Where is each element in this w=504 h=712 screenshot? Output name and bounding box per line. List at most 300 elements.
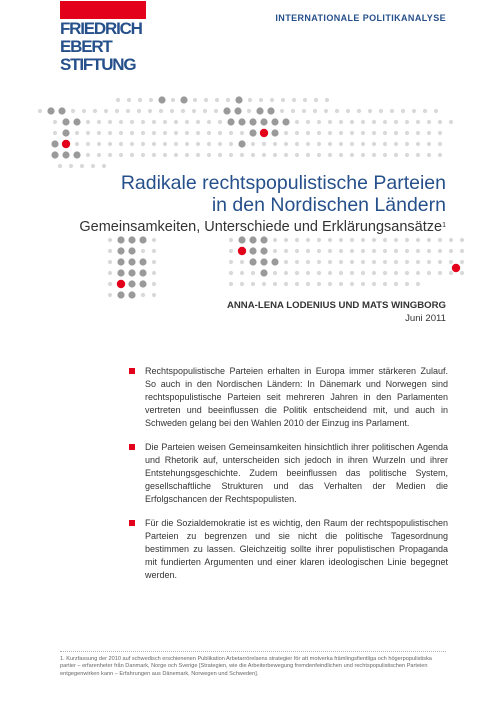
map-dot	[427, 249, 431, 253]
map-dot	[361, 249, 365, 253]
map-dot	[152, 153, 156, 157]
map-dot	[416, 238, 420, 242]
map-dot	[229, 153, 233, 157]
map-dot	[141, 142, 145, 146]
map-dot	[108, 293, 112, 297]
map-dot	[152, 260, 156, 264]
map-dot	[317, 238, 321, 242]
map-dot	[139, 280, 146, 287]
map-dot	[306, 142, 310, 146]
map-dot	[240, 131, 244, 135]
document-subtitle	[0, 218, 446, 236]
map-dot	[180, 96, 187, 103]
map-dot	[108, 271, 112, 275]
map-dot	[328, 260, 332, 264]
map-dot	[306, 271, 310, 275]
map-dot	[383, 142, 387, 146]
map-dot	[152, 131, 156, 135]
map-dot	[170, 109, 174, 113]
map-dot	[284, 271, 288, 275]
map-dot	[339, 282, 343, 286]
map-dot	[119, 131, 123, 135]
map-dot	[163, 153, 167, 157]
map-dot	[229, 131, 233, 135]
map-dot	[240, 260, 244, 264]
map-dot	[303, 98, 307, 102]
map-dot	[141, 120, 145, 124]
map-dot	[218, 120, 222, 124]
map-dot	[460, 238, 464, 242]
map-dot	[251, 142, 255, 146]
map-dot	[229, 271, 233, 275]
map-dot	[368, 109, 372, 113]
map-dot	[128, 258, 135, 265]
map-dot	[339, 238, 343, 242]
map-dot	[339, 260, 343, 264]
map-dot	[119, 153, 123, 157]
map-dot	[75, 142, 79, 146]
map-dot	[62, 140, 70, 148]
map-dot	[196, 142, 200, 146]
map-dot	[185, 142, 189, 146]
map-dot	[273, 271, 277, 275]
map-dot	[314, 98, 318, 102]
map-dot	[204, 98, 208, 102]
map-dot	[372, 131, 376, 135]
map-dot	[223, 107, 230, 114]
map-dot	[350, 249, 354, 253]
map-dot	[130, 131, 134, 135]
map-dot	[416, 249, 420, 253]
map-dot	[405, 238, 409, 242]
map-dot	[438, 260, 442, 264]
map-dot	[335, 109, 339, 113]
map-dot	[97, 120, 101, 124]
map-dot	[139, 269, 146, 276]
map-dot	[108, 238, 112, 242]
map-dot	[361, 271, 365, 275]
summary-bullet	[128, 365, 448, 430]
bullet-text: Für die Sozialdemokratie ist es wichtig, den Raum der rechtspopulistischen Parteien zu begrenzen und sie nicht die politische Tagesordnung bestimmen zu lassen. Gleichzeitig sollte ihrer populistischen Propaganda mit fundierten Argumenten und einer klaren ideologischen Linie begegnet werden.	[145, 518, 448, 580]
map-dot	[185, 153, 189, 157]
map-dot	[449, 271, 453, 275]
map-dot	[383, 271, 387, 275]
map-dot	[141, 131, 145, 135]
subtitle-footnote-mark: 1	[442, 222, 446, 229]
map-dot	[361, 131, 365, 135]
map-dot	[93, 109, 97, 113]
map-dot	[115, 109, 119, 113]
map-dot	[247, 109, 251, 113]
map-dot	[249, 236, 256, 243]
map-dot	[317, 249, 321, 253]
bullet-square-icon	[129, 368, 135, 374]
map-dot	[218, 131, 222, 135]
map-dot	[260, 269, 267, 276]
map-dot	[51, 151, 58, 158]
map-dot	[438, 238, 442, 242]
map-dot	[130, 142, 134, 146]
map-dot	[174, 153, 178, 157]
map-dot	[306, 131, 310, 135]
map-dot	[427, 260, 431, 264]
map-dot	[152, 238, 156, 242]
map-dot	[91, 164, 95, 168]
map-dot	[203, 109, 207, 113]
map-dot	[73, 151, 80, 158]
map-dot	[97, 131, 101, 135]
map-dot	[251, 271, 255, 275]
map-dot	[306, 238, 310, 242]
map-dot	[361, 238, 365, 242]
map-dot	[58, 107, 65, 114]
map-dot	[152, 293, 156, 297]
map-dot	[405, 142, 409, 146]
map-dot	[328, 131, 332, 135]
map-dot	[339, 131, 343, 135]
map-dot	[339, 271, 343, 275]
map-dot	[108, 260, 112, 264]
map-dot	[273, 238, 277, 242]
map-dot	[229, 282, 233, 286]
document-title	[0, 172, 446, 216]
map-dot	[383, 282, 387, 286]
map-dot	[259, 98, 263, 102]
title-line-2: in den Nordischen Ländern	[211, 194, 446, 216]
map-dot	[193, 98, 197, 102]
map-dot	[350, 142, 354, 146]
map-dot	[137, 109, 141, 113]
map-dot	[295, 260, 299, 264]
map-dot	[227, 118, 234, 125]
map-dot	[394, 120, 398, 124]
map-dot	[372, 260, 376, 264]
map-dot	[73, 118, 80, 125]
map-dot	[262, 142, 266, 146]
map-dot	[372, 249, 376, 253]
map-dot	[423, 109, 427, 113]
map-dot	[80, 164, 84, 168]
map-dot	[47, 107, 54, 114]
map-dot	[139, 258, 146, 265]
map-dot	[372, 142, 376, 146]
map-dot	[86, 120, 90, 124]
map-dot	[361, 142, 365, 146]
map-dot	[267, 107, 274, 114]
map-dot	[416, 120, 420, 124]
map-dot	[126, 109, 130, 113]
map-dot	[163, 142, 167, 146]
map-dot	[295, 153, 299, 157]
map-dot	[394, 131, 398, 135]
map-dot	[328, 120, 332, 124]
map-dot	[416, 260, 420, 264]
map-dot	[416, 131, 420, 135]
map-dot	[328, 282, 332, 286]
map-dot	[249, 129, 256, 136]
map-dot	[427, 120, 431, 124]
map-dot	[291, 109, 295, 113]
map-dot	[262, 153, 266, 157]
map-dot	[117, 247, 124, 254]
map-dot	[148, 109, 152, 113]
map-dot	[405, 282, 409, 286]
map-dot	[128, 280, 135, 287]
map-dot	[416, 282, 420, 286]
map-dot	[295, 238, 299, 242]
map-dot	[214, 109, 218, 113]
map-dot	[192, 109, 196, 113]
map-dot	[38, 109, 42, 113]
map-dot	[372, 271, 376, 275]
map-dot	[163, 131, 167, 135]
map-dot	[284, 142, 288, 146]
map-dot	[260, 118, 267, 125]
map-dot	[280, 109, 284, 113]
map-dot	[317, 271, 321, 275]
map-dot	[284, 282, 288, 286]
subtitle-text: Gemeinsamkeiten, Unterschiede und Erklärungsansätze	[79, 219, 443, 235]
map-dot	[196, 131, 200, 135]
map-dot	[117, 269, 124, 276]
map-dot	[207, 131, 211, 135]
map-dot	[390, 109, 394, 113]
map-dot	[117, 280, 125, 288]
map-dot	[416, 271, 420, 275]
map-dot	[238, 247, 246, 255]
map-dot	[104, 109, 108, 113]
map-dot	[218, 153, 222, 157]
map-dot	[234, 107, 241, 114]
map-dot	[238, 118, 245, 125]
map-dot	[102, 164, 106, 168]
map-dot	[128, 236, 135, 243]
map-dot	[383, 120, 387, 124]
map-dot	[449, 249, 453, 253]
map-dot	[328, 153, 332, 157]
map-dot	[452, 264, 460, 272]
map-dot	[383, 153, 387, 157]
map-dot	[306, 282, 310, 286]
map-dot	[350, 260, 354, 264]
map-dot	[379, 109, 383, 113]
series-label: INTERNATIONALE POLITIKANALYSE	[275, 13, 446, 23]
map-dot	[69, 164, 73, 168]
map-dot	[449, 260, 453, 264]
map-dot	[130, 153, 134, 157]
map-dot	[383, 260, 387, 264]
map-dot	[117, 291, 124, 298]
map-dot	[317, 120, 321, 124]
map-dot	[302, 109, 306, 113]
map-dot	[270, 98, 274, 102]
logo-line-2: EBERT	[60, 37, 112, 56]
map-dot	[317, 153, 321, 157]
map-dot	[119, 142, 123, 146]
map-dot	[460, 271, 464, 275]
map-dot	[260, 258, 267, 265]
map-dot	[313, 109, 317, 113]
map-dot	[306, 260, 310, 264]
map-dot	[218, 142, 222, 146]
map-dot	[260, 129, 268, 137]
map-dot	[273, 153, 277, 157]
map-dot	[427, 271, 431, 275]
map-dot	[163, 120, 167, 124]
map-dot	[62, 129, 69, 136]
map-dot	[438, 153, 442, 157]
map-dot	[108, 142, 112, 146]
map-dot	[75, 131, 79, 135]
map-dot	[58, 164, 62, 168]
map-dot	[284, 131, 288, 135]
map-dot	[174, 120, 178, 124]
map-dot	[350, 131, 354, 135]
map-dot	[251, 153, 255, 157]
map-dot	[229, 249, 233, 253]
map-dot	[273, 142, 277, 146]
map-dot	[141, 153, 145, 157]
map-dot	[141, 293, 145, 297]
map-dot	[284, 238, 288, 242]
map-dot	[249, 247, 256, 254]
map-dot	[262, 282, 266, 286]
map-dot	[51, 140, 58, 147]
map-dot	[372, 282, 376, 286]
bullet-text: Die Parteien weisen Gemeinsamkeiten hinsichtlich ihrer politischen Agenda und Rhetorik auf, unterscheiden sich jedoch in ihren Wurzeln und ihrer Entstehungsgeschichte. Zudem beeinflussen das politische System, gesellschaftliche Strukturen und das Verhalten der Medien die Erfolgschancen der Rechtspopulisten.	[145, 442, 448, 504]
map-dot	[174, 131, 178, 135]
summary-bullets	[128, 365, 448, 593]
map-dot	[271, 129, 278, 136]
map-dot	[306, 249, 310, 253]
map-dot	[249, 118, 256, 125]
map-dot	[282, 118, 289, 125]
map-dot	[207, 120, 211, 124]
map-dot	[295, 249, 299, 253]
map-dot	[117, 258, 124, 265]
map-dot	[405, 249, 409, 253]
map-dot	[86, 153, 90, 157]
map-dot	[260, 247, 267, 254]
map-dot	[158, 96, 165, 103]
map-dot	[229, 142, 233, 146]
map-dot	[271, 118, 278, 125]
map-dot	[383, 131, 387, 135]
map-dot	[394, 249, 398, 253]
map-dot	[185, 120, 189, 124]
map-dot	[383, 238, 387, 242]
map-dot	[249, 258, 256, 265]
summary-bullet	[128, 441, 448, 506]
map-dot	[273, 282, 277, 286]
map-dot	[171, 98, 175, 102]
map-dot	[97, 153, 101, 157]
map-dot	[295, 271, 299, 275]
map-dot	[357, 109, 361, 113]
map-dot	[339, 153, 343, 157]
map-dot	[438, 131, 442, 135]
map-dot	[328, 142, 332, 146]
map-dot	[141, 249, 145, 253]
map-dot	[317, 142, 321, 146]
map-dot	[339, 142, 343, 146]
map-dot	[394, 260, 398, 264]
map-dot	[62, 118, 69, 125]
map-dot	[152, 120, 156, 124]
map-dot	[116, 98, 120, 102]
footnote: 1. Kurzfassung der 2010 auf schwedisch erschienenen Publikation Arbetarrörelsens strategier för att motverka främlingsfientliga och högerpopulistiska partier – erfarenheter från Danmark, Norge och Sverige [Strategien, wie die Arbeiterbewegung fremdenfeindlichen und rechtspopulistischen Parteien entgegenwirken kann – Erfahrungen aus Dänemark, Norwegen und Schweden].	[60, 656, 432, 677]
map-dot	[53, 120, 57, 124]
map-dot	[438, 249, 442, 253]
map-dot	[127, 98, 131, 102]
map-dot	[438, 142, 442, 146]
map-dot	[361, 120, 365, 124]
map-dot	[438, 271, 442, 275]
map-dot	[108, 282, 112, 286]
map-dot	[152, 282, 156, 286]
map-dot	[460, 260, 464, 264]
map-dot	[130, 120, 134, 124]
summary-bullet	[128, 517, 448, 582]
map-dot	[405, 131, 409, 135]
map-dot	[181, 109, 185, 113]
map-dot	[256, 107, 263, 114]
logo-line-3: STIFTUNG	[60, 55, 136, 74]
map-dot	[240, 282, 244, 286]
map-dot	[238, 236, 245, 243]
map-dot	[339, 120, 343, 124]
map-dot	[284, 260, 288, 264]
map-dot	[295, 282, 299, 286]
map-dot	[394, 271, 398, 275]
map-dot	[108, 131, 112, 135]
map-dot	[207, 142, 211, 146]
map-dot	[350, 153, 354, 157]
map-dot	[405, 153, 409, 157]
map-dot	[405, 271, 409, 275]
map-dot	[328, 249, 332, 253]
map-dot	[295, 142, 299, 146]
map-dot	[117, 236, 124, 243]
map-dot	[97, 142, 101, 146]
map-dot	[416, 142, 420, 146]
map-dot	[273, 249, 277, 253]
logo-line-1: FRIEDRICH	[60, 19, 142, 38]
map-dot	[295, 131, 299, 135]
bullet-square-icon	[129, 444, 135, 450]
map-dot	[128, 247, 135, 254]
map-dot	[284, 153, 288, 157]
authors: ANNA-LENA LODENIUS UND MATS WINGBORG	[226, 300, 446, 311]
map-dot	[438, 120, 442, 124]
map-dot	[427, 153, 431, 157]
map-dot	[350, 282, 354, 286]
title-line-1: Radikale rechtspopulistische Parteien	[120, 172, 446, 194]
map-dot	[196, 153, 200, 157]
footnote-divider	[60, 651, 446, 652]
map-dot	[238, 140, 245, 147]
map-dot	[361, 282, 365, 286]
map-dot	[152, 142, 156, 146]
map-dot	[372, 238, 376, 242]
publication-date: Juni 2011	[405, 313, 446, 324]
map-dot	[350, 238, 354, 242]
fes-logo	[60, 1, 146, 75]
map-dot	[306, 120, 310, 124]
map-dot	[324, 109, 328, 113]
map-dot	[317, 260, 321, 264]
map-dot	[350, 271, 354, 275]
